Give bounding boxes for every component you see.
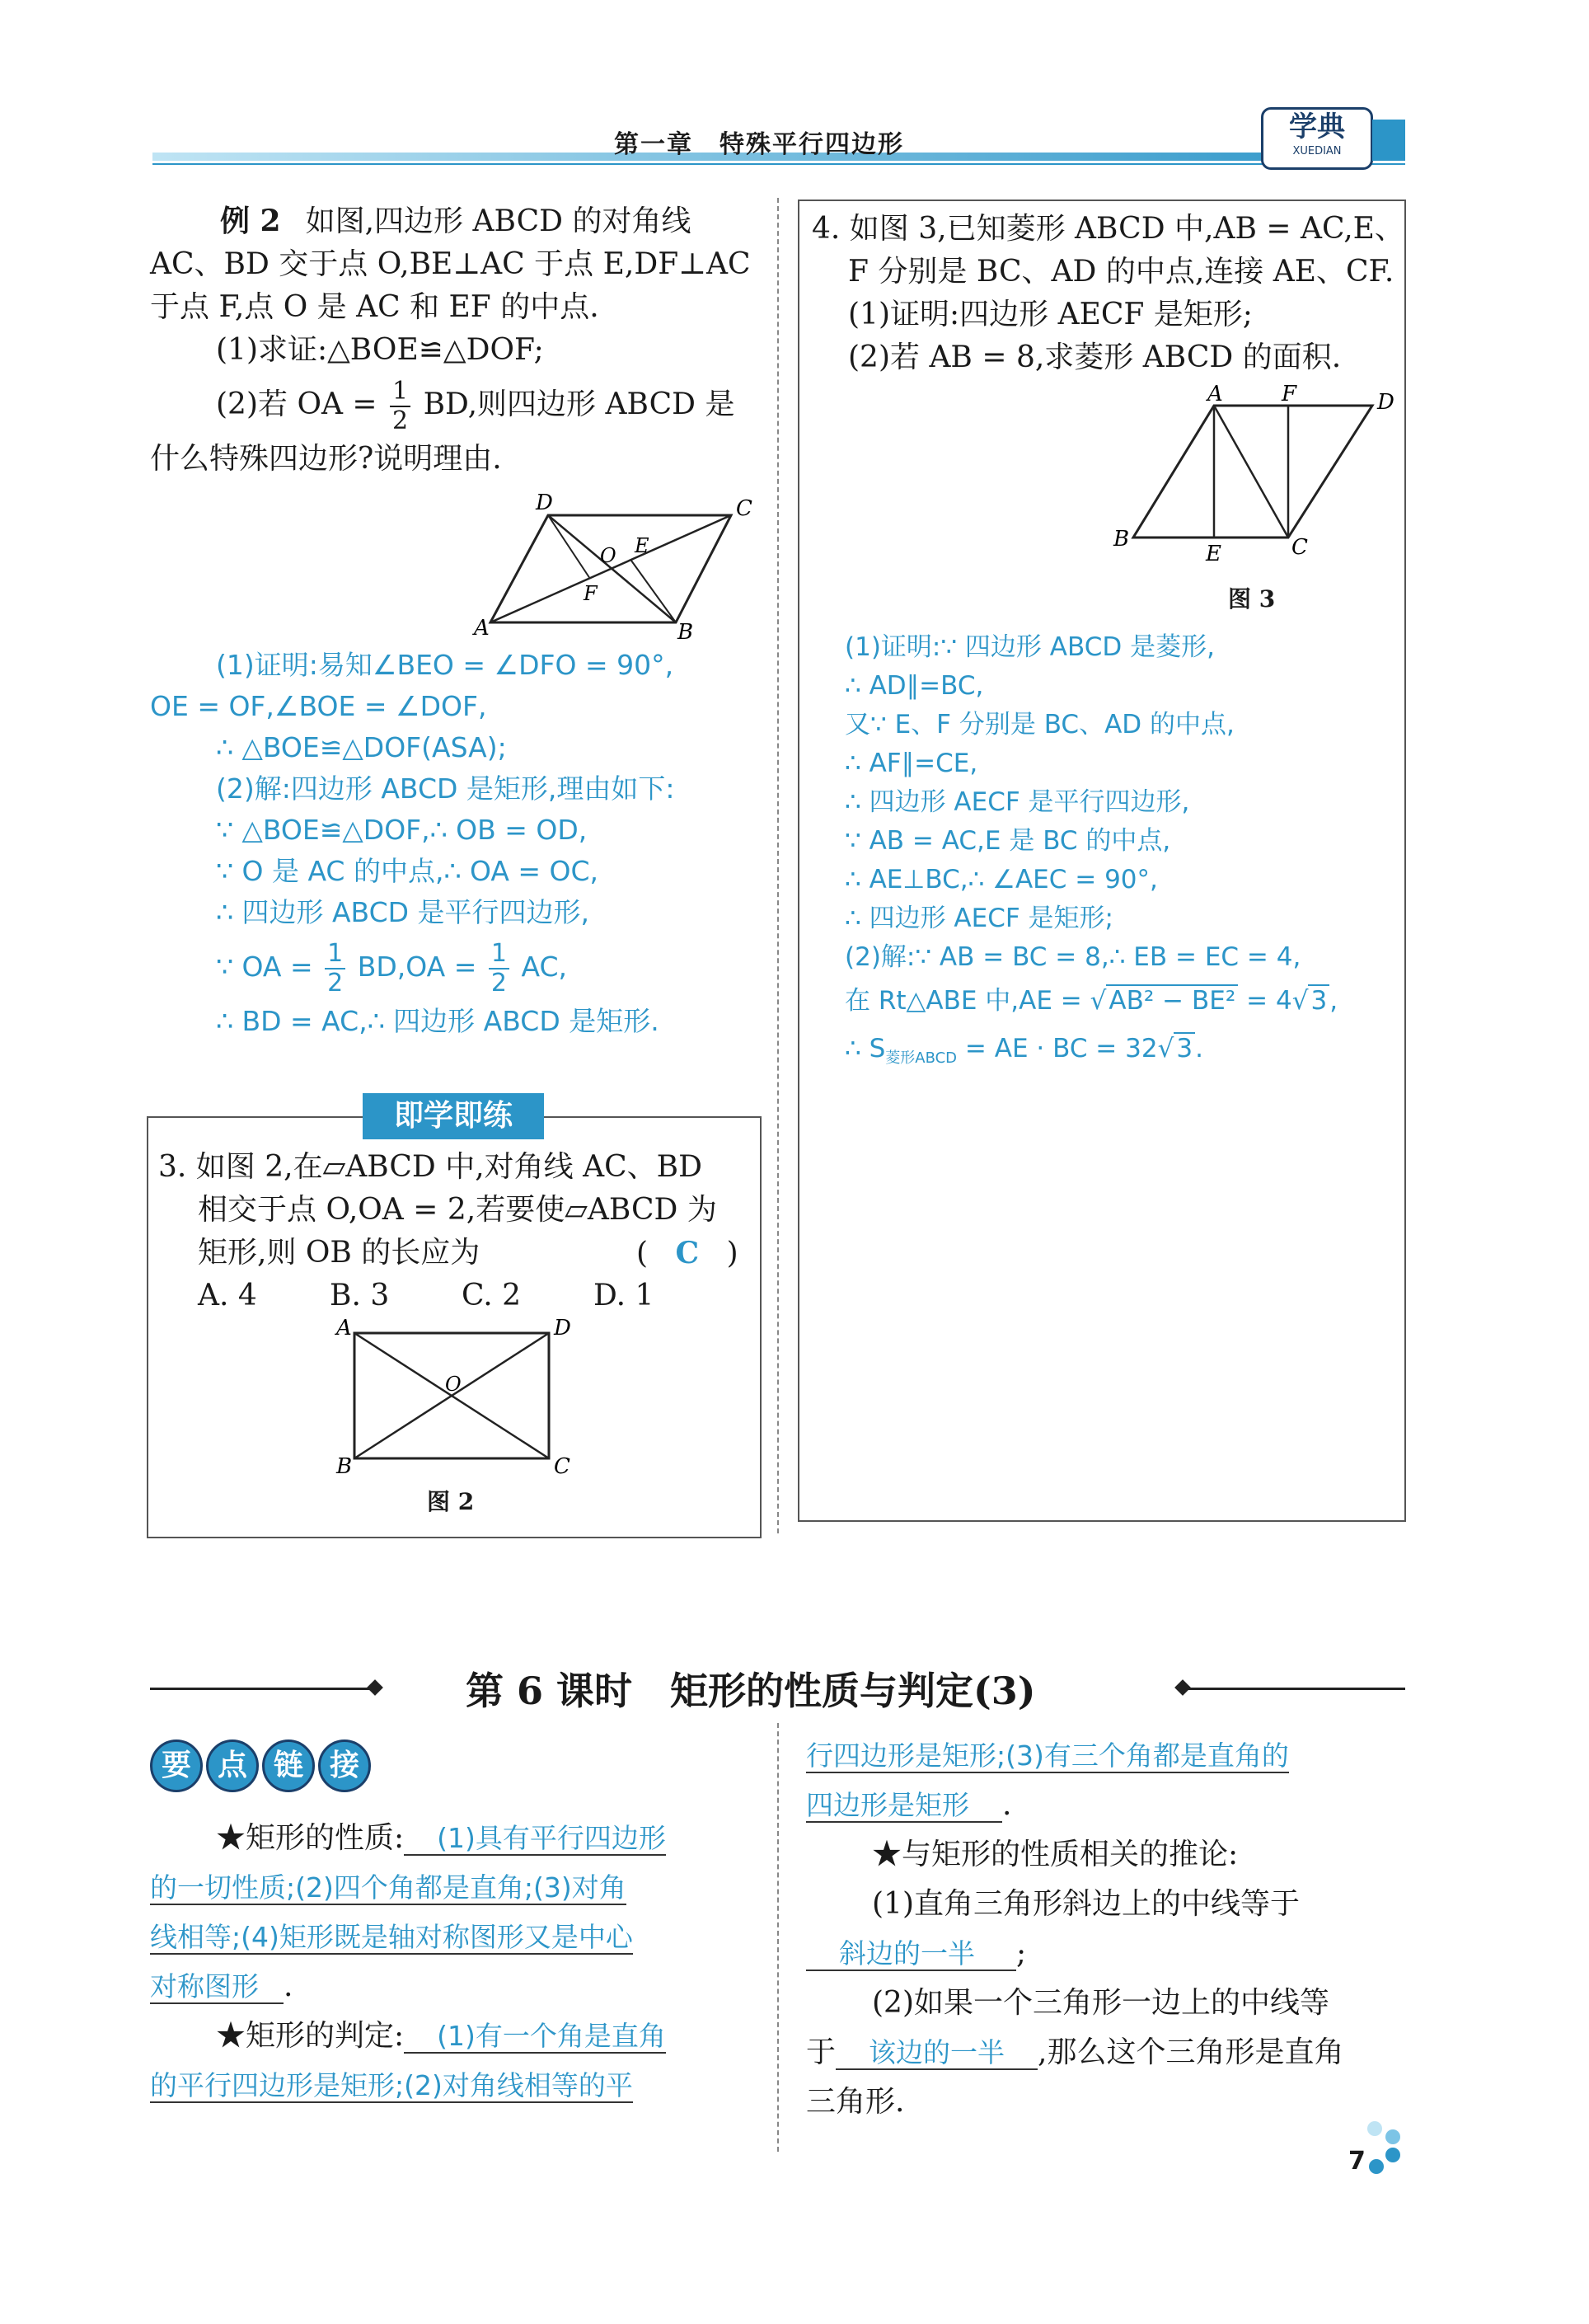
label-b: B <box>336 1454 353 1479</box>
solution-line: ∴ AF∥=CE, <box>845 749 978 778</box>
inference-1-answer: 斜边的一半 <box>806 1937 1016 1971</box>
option-c: C. 2 <box>462 1279 522 1312</box>
q3-line: 相交于点 O,OA = 2,若要使▱ABCD 为 <box>198 1193 717 1227</box>
page-number: 7 <box>1348 2147 1366 2176</box>
label-b: B <box>1113 527 1130 552</box>
judgement-line: 四边形是矩形 . <box>806 1788 1012 1822</box>
tag-char: 点 <box>206 1739 259 1792</box>
inference-2-answer-line: 于 该边的一半 ,那么这个三角形是直角 <box>806 2035 1344 2069</box>
solution-line: ∴ 四边形 ABCD 是平行四边形, <box>216 896 590 928</box>
solution-line: OE = OF,∠BOE = ∠DOF, <box>150 690 487 722</box>
solution-line: ∵ O 是 AC 的中点,∴ OA = OC, <box>216 855 599 887</box>
tag-char: 要 <box>150 1739 203 1792</box>
tag-char: 接 <box>318 1739 371 1792</box>
property-line: 对称图形 . <box>150 1970 293 2003</box>
hexagon-decoration <box>1360 2119 1409 2185</box>
label-b: B <box>677 620 694 643</box>
option-a: A. 4 <box>198 1279 257 1312</box>
solution-line: ∴ △BOE≌△DOF(ASA); <box>216 731 507 763</box>
figure-parallelogram <box>462 486 758 643</box>
example2-q2-line2: 什么特殊四边形?说明理由. <box>150 442 502 476</box>
option-b: B. 3 <box>330 1279 390 1312</box>
solution-line: ∴ AE⊥BC,∴ ∠AEC = 90°, <box>845 865 1158 894</box>
solution-line: ∴ BD = AC,∴ 四边形 ABCD 是矩形. <box>216 1005 659 1037</box>
column-divider-lower <box>777 1723 779 2152</box>
label-a: A <box>1207 382 1223 406</box>
q4-line: 4. 如图 3,已知菱形 ABCD 中,AB = AC,E、 <box>812 212 1404 246</box>
solution-line: (2)解:四边形 ABCD 是矩形,理由如下: <box>216 772 675 805</box>
judgement-answer: (1)有一个角是直角 <box>404 2020 666 2054</box>
solution-line: ∴ 四边形 AECF 是平行四边形, <box>845 787 1190 817</box>
answer-bracket: ( C ) <box>636 1236 738 1270</box>
lesson-title: 第 6 课时 矩形的性质与判定(3) <box>466 1669 1036 1713</box>
lesson-rule-right <box>1187 1688 1405 1690</box>
label-o: O <box>600 544 616 567</box>
judgement-label: ★矩形的判定: <box>216 2019 405 2053</box>
subscript: 菱形ABCD <box>885 1049 958 1068</box>
brand-sub: XUEDIAN <box>1292 145 1342 157</box>
fraction: $\frac{1}{2}$ <box>489 941 509 996</box>
inference-2: (2)如果一个三角形一边上的中线等 <box>872 1986 1329 2020</box>
example2-line-1: 例 2 如图,四边形 ABCD 的对角线 <box>220 204 691 238</box>
key-points-right <box>806 1731 1408 2127</box>
q3-line: 矩形,则 OB 的长应为 ( C ) <box>158 1232 752 1275</box>
figure-2-caption: 图 2 <box>427 1488 475 1515</box>
question3 <box>158 1146 752 1317</box>
label-d: D <box>1377 390 1394 415</box>
q4-line: (2)若 AB = 8,求菱形 ABCD 的面积. <box>848 340 1342 374</box>
inference-2-end: 三角形. <box>806 2085 905 2119</box>
radical: AB² − BE² <box>1106 984 1238 1016</box>
label-a: A <box>336 1316 352 1340</box>
property-line-1 <box>150 1814 760 1863</box>
perp-df <box>548 515 590 579</box>
example2-line-3: 于点 F,点 O 是 AC 和 EF 的中点. <box>150 290 599 324</box>
inference-label: ★与矩形的性质相关的推论: <box>872 1838 1239 1871</box>
radical: 3 <box>1308 984 1329 1016</box>
option-d: D. 1 <box>593 1279 654 1312</box>
label-e: E <box>635 534 649 557</box>
inference-2-answer: 该边的一半 <box>836 2036 1038 2070</box>
label-c: C <box>736 496 752 521</box>
label-f: F <box>584 582 598 605</box>
property-line: 的一切性质;(2)四个角都是直角;(3)对角 <box>150 1871 626 1904</box>
header-rule <box>152 163 1405 165</box>
example2-block <box>150 200 760 481</box>
label-d: D <box>536 491 553 515</box>
q4-line: F 分别是 BC、AD 的中点,连接 AE、CF. <box>848 255 1394 289</box>
inference-1-answer-line: 斜边的一半 ; <box>806 1929 1408 1979</box>
solution-line: ∴ 四边形 AECF 是矩形; <box>845 904 1113 933</box>
tag-char: 链 <box>262 1739 315 1792</box>
judgement-line-1 <box>150 2012 760 2061</box>
fraction: $\frac{1}{2}$ <box>390 379 410 434</box>
fraction: $\frac{1}{2}$ <box>325 941 345 996</box>
chapter-title: 第一章 特殊平行四边形 <box>614 130 904 159</box>
question4-solution <box>845 628 1405 1082</box>
lesson-rule-left <box>150 1688 377 1690</box>
property-answer: (1)具有平行四边形 <box>404 1822 666 1856</box>
solution-line: ∵ △BOE≌△DOF,∴ OB = OD, <box>216 814 588 846</box>
judgement-line: 的平行四边形是矩形;(2)对角线相等的平 <box>150 2069 633 2101</box>
solution-line-area: ∴ $S_{菱形ABCD}$ = AE · BC = 32√3. <box>845 1034 1203 1068</box>
example2-q2: (2)若 OA = $\frac{1}{2}$ BD,则四边形 ABCD 是 <box>216 377 735 435</box>
property-label: ★矩形的性质: <box>216 1821 405 1855</box>
label-e: E <box>1206 542 1221 566</box>
solution-line-frac: ∵ OA = $\frac{1}{2}$ BD,OA = $\frac{1}{2}$ AC, <box>216 938 567 998</box>
example2-q1: (1)求证:△BOE≌△DOF; <box>216 333 544 367</box>
solution-line-sqrt: 在 Rt△ABE 中,AE = √AB² − BE² = 4√3, <box>845 986 1338 1016</box>
solution-line: ∴ AD∥=BC, <box>845 671 984 701</box>
question4 <box>812 208 1404 379</box>
radical: 3 <box>1174 1032 1195 1063</box>
label-a: A <box>474 616 490 641</box>
q3-options <box>158 1275 752 1317</box>
solution-line: 又∵ E、F 分别是 BC、AD 的中点, <box>845 710 1235 739</box>
figure-rhombus <box>1109 379 1405 569</box>
label-o: O <box>445 1373 462 1396</box>
key-points-left <box>150 1814 760 2110</box>
example2-line-2: AC、BD 交于点 O,BE⊥AC 于点 E,DF⊥AC <box>150 247 751 281</box>
column-divider <box>777 198 779 1533</box>
figure-rectangle <box>330 1315 577 1480</box>
label-c: C <box>554 1454 570 1479</box>
q3-answer: C <box>675 1236 700 1270</box>
key-points-tag <box>150 1739 374 1792</box>
q3-line: 3. 如图 2,在▱ABCD 中,对角线 AC、BD <box>158 1150 702 1184</box>
example2-label: 例 2 <box>220 204 281 238</box>
brand-name: 学典 <box>1289 110 1345 143</box>
property-line: 线相等;(4)矩形既是轴对称图形又是中心 <box>150 1921 633 1953</box>
brand-bar <box>1372 120 1405 161</box>
inference-1: (1)直角三角形斜边上的中线等于 <box>872 1887 1300 1921</box>
rhombus-shape <box>1133 406 1372 538</box>
label-d: D <box>554 1316 571 1340</box>
diamond-left <box>367 1679 383 1696</box>
solution-line: (1)证明:∵ 四边形 ABCD 是菱形, <box>845 632 1215 662</box>
practice-tab: 即学即练 <box>363 1093 544 1139</box>
solution-line: (1)证明:易知∠BEO = ∠DFO = 90°, <box>216 649 674 681</box>
solution-line: (2)解:∵ AB = BC = 8,∴ EB = EC = 4, <box>845 942 1301 972</box>
brand-logo <box>1261 107 1373 170</box>
solution-line: ∵ AB = AC,E 是 BC 的中点, <box>845 826 1171 856</box>
q4-line: (1)证明:四边形 AECF 是矩形; <box>848 298 1253 331</box>
diagonal-bd <box>548 515 676 622</box>
diagonal-ac <box>1214 406 1288 538</box>
judgement-line: 行四边形是矩形;(3)有三个角都是直角的 <box>806 1739 1289 1772</box>
label-f: F <box>1282 382 1297 406</box>
label-c: C <box>1291 535 1308 560</box>
example2-solution <box>150 645 760 1042</box>
figure-3-caption: 图 3 <box>1228 585 1276 613</box>
